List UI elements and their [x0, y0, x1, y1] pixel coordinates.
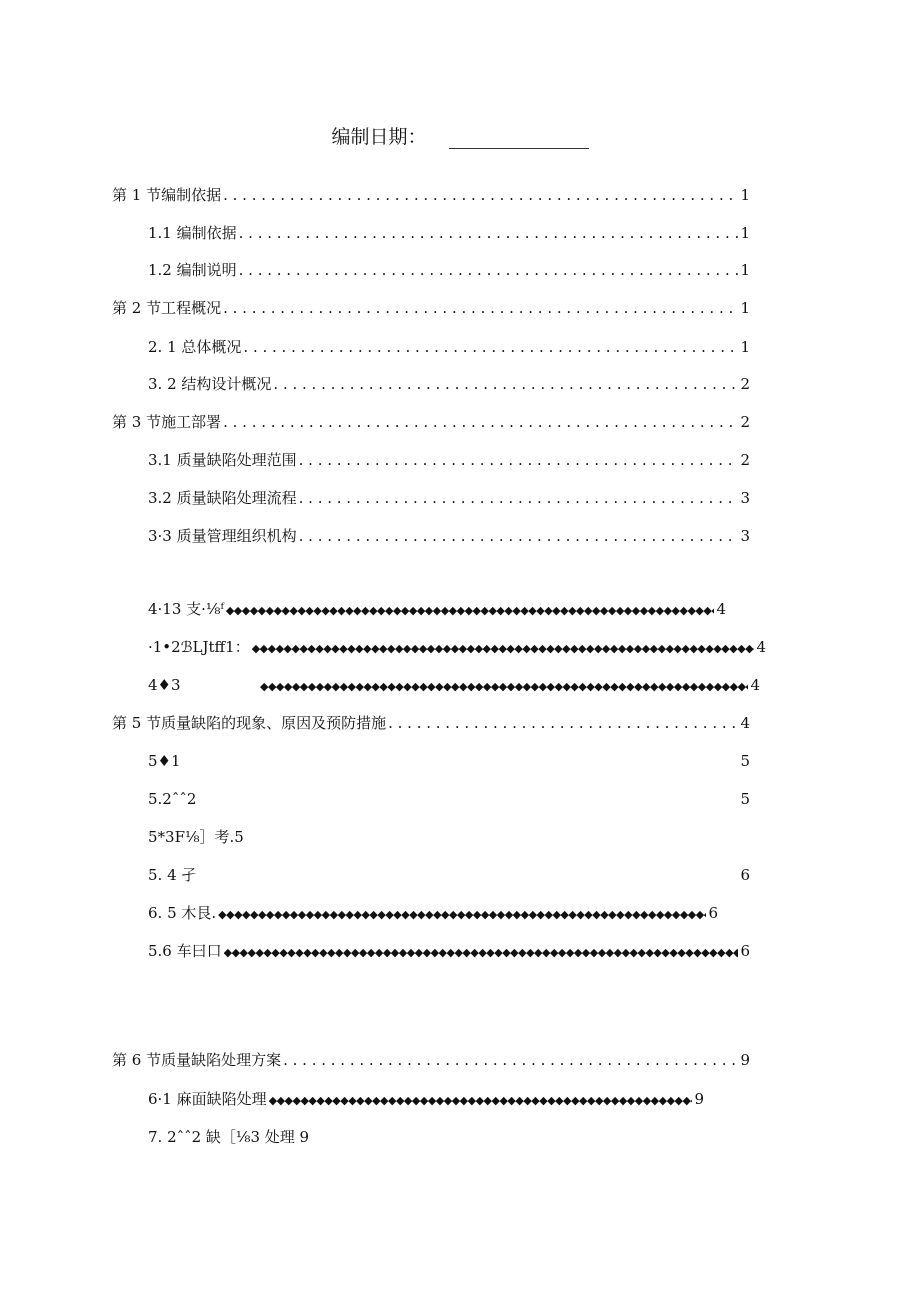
toc-entry-page: 5: [740, 790, 750, 808]
toc-entry-page: 1: [740, 224, 750, 242]
toc-leader-diamonds: [252, 636, 755, 658]
toc-entry-title: 3.1 质量缺陷处理范围: [148, 451, 297, 469]
toc-entry-title: 3·3 质量管理组织机构: [148, 527, 297, 545]
toc-entry-page: 6: [740, 866, 750, 884]
toc-leader-dots: [223, 184, 738, 206]
toc-entry-4-1[interactable]: [148, 598, 726, 620]
compile-date-row: [0, 122, 920, 149]
toc-entry-1-2[interactable]: [148, 259, 750, 281]
toc-entry-section-6[interactable]: [112, 1049, 750, 1071]
toc-entry-2-1[interactable]: [148, 336, 750, 358]
toc-entry-title: 5.2ˆˆ2: [148, 790, 197, 808]
toc-entry-5-3[interactable]: [148, 826, 244, 848]
toc-entry-title: 第 1 节编制依据: [112, 186, 222, 204]
toc-leader-dots: [299, 487, 739, 509]
toc-entry-section-3[interactable]: [112, 411, 750, 433]
toc-entry-page: 1: [740, 338, 750, 356]
toc-entry-title: 第 3 节施工部署: [112, 413, 222, 431]
toc-entry-3-3[interactable]: [148, 525, 750, 547]
toc-entry-page: 4: [716, 600, 726, 618]
compile-date-label: 编制日期：: [331, 126, 427, 148]
toc-entry-4-3[interactable]: [148, 674, 760, 696]
toc-entry-page: 5: [740, 752, 750, 770]
toc-entry-4-2[interactable]: [148, 636, 766, 658]
toc-entry-title: 2. 1 总体概况: [148, 338, 242, 356]
toc-entry-page: 2: [740, 413, 750, 431]
toc-entry-page: 1: [740, 261, 750, 279]
toc-entry-title: 第 5 节质量缺陷的现象、原因及预防措施: [112, 714, 387, 732]
toc-entry-title: 4♦3: [148, 676, 181, 694]
toc-entry-page: 2: [740, 451, 750, 469]
toc-entry-page: 9: [740, 1051, 750, 1069]
toc-entry-title: 4·13 支·⅛ᶠ: [148, 600, 224, 618]
toc-entry-6-2[interactable]: [148, 1126, 309, 1148]
toc-entry-title: ·1•2ℬLJtff1：: [148, 638, 250, 656]
toc-entry-title: 6·1 麻面缺陷处理: [148, 1090, 267, 1108]
toc-entry-title: 第 6 节质量缺陷处理方案: [112, 1051, 282, 1069]
toc-entry-2-2[interactable]: [148, 373, 750, 395]
toc-entry-page: 6: [740, 942, 750, 960]
toc-entry-title: 1.1 编制依据: [148, 224, 237, 242]
toc-entry-title: 5♦1: [148, 752, 181, 770]
toc-entry-page: 9: [694, 1090, 704, 1108]
toc-entry-page: 4: [750, 676, 760, 694]
toc-leader-dots: [388, 712, 738, 734]
toc-entry-title: 6. 5 木艮.: [148, 904, 217, 922]
toc-entry-section-2[interactable]: [112, 297, 750, 319]
toc-leader-dots: [273, 373, 738, 395]
toc-entry-3-1[interactable]: [148, 449, 750, 471]
toc-entry-5-2[interactable]: [148, 788, 750, 810]
toc-entry-page: 1: [740, 186, 750, 204]
toc-leader-diamonds: [269, 1088, 693, 1110]
toc-leader-dots: [299, 525, 739, 547]
toc-leader-diamonds: [226, 598, 715, 620]
toc-entry-5-4[interactable]: [148, 864, 750, 886]
compile-date-blank-line: [449, 128, 589, 149]
toc-entry-6-1[interactable]: [148, 1088, 704, 1110]
toc-leader-diamonds: [224, 940, 739, 962]
toc-entry-section-1[interactable]: [112, 184, 750, 206]
toc-leader-dots: [299, 449, 739, 471]
toc-entry-1-1[interactable]: [148, 222, 750, 244]
toc-entry-title: 7. 2ˆˆ2 缺［⅛3 处理 9: [148, 1128, 310, 1146]
toc-entry-page: 1: [740, 299, 750, 317]
toc-entry-title: 3. 2 结构设计概况: [148, 375, 272, 393]
toc-entry-title: 5.6 车曰口: [148, 942, 222, 960]
toc-entry-title: 第 2 节工程概况: [112, 299, 222, 317]
toc-entry-page: 4: [756, 638, 766, 656]
toc-entry-5-6[interactable]: [148, 940, 750, 962]
toc-entry-5-1[interactable]: [148, 750, 750, 772]
toc-leader-dots: [223, 297, 738, 319]
toc-leader-dots: [243, 336, 738, 358]
toc-entry-title: 5. 4 孑: [148, 866, 197, 884]
toc-entry-title: 3.2 质量缺陷处理流程: [148, 489, 297, 507]
toc-entry-5-5[interactable]: [148, 902, 718, 924]
toc-entry-page: 2: [740, 375, 750, 393]
toc-leader-diamonds: [218, 902, 706, 924]
toc-entry-page: 3: [740, 489, 750, 507]
toc-entry-title: 1.2 编制说明: [148, 261, 237, 279]
toc-entry-page: 6: [708, 904, 718, 922]
toc-entry-page: 4: [740, 714, 750, 732]
toc-leader-dots: [223, 411, 738, 433]
toc-entry-3-2[interactable]: [148, 487, 750, 509]
toc-entry-page: 3: [740, 527, 750, 545]
toc-leader-dots: [239, 222, 739, 244]
toc-leader-dots: [239, 259, 739, 281]
toc-leader-diamonds: [260, 674, 748, 696]
toc-leader-dots: [283, 1049, 738, 1071]
toc-entry-section-5[interactable]: [112, 712, 750, 734]
toc-entry-title: 5*3F⅛］考.5: [148, 828, 244, 846]
